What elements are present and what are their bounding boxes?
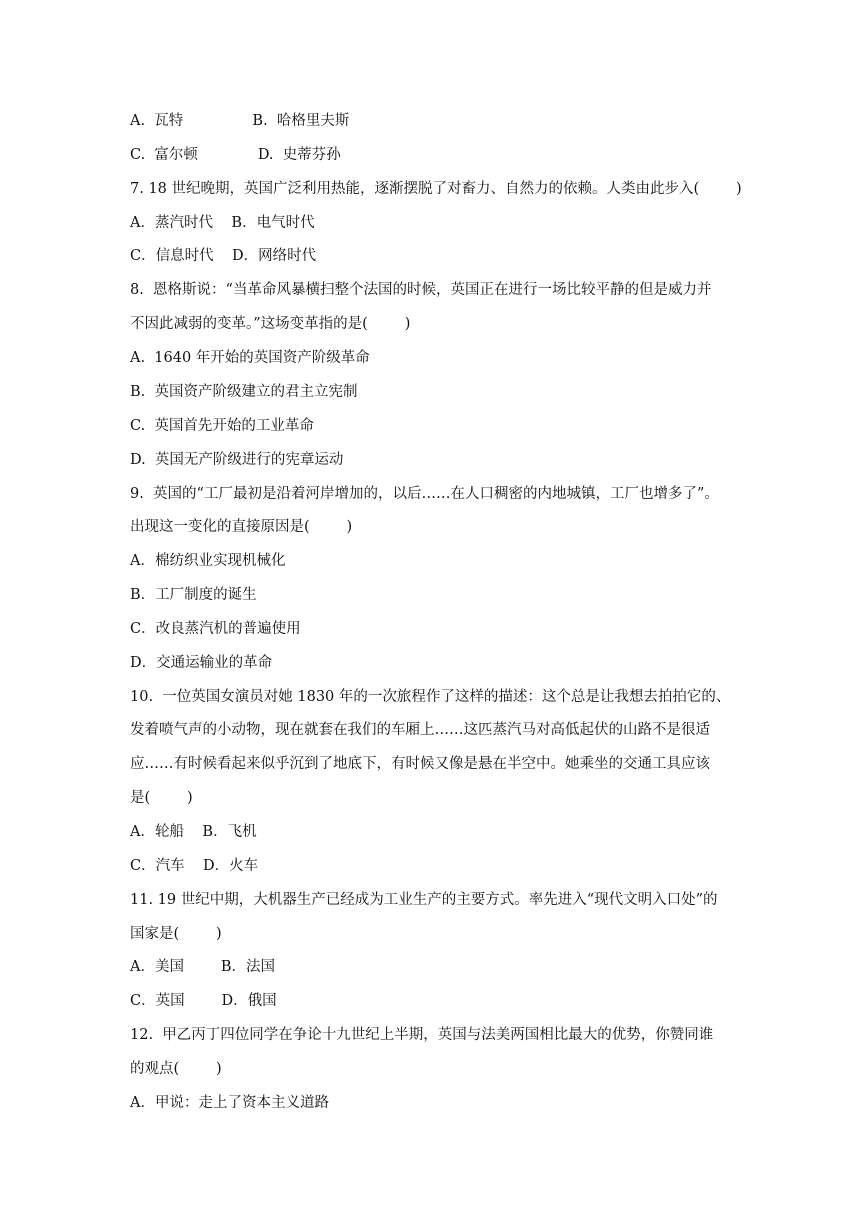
- q9-option-b: B．工厂制度的诞生: [130, 587, 257, 603]
- q9-option-c: C．改良蒸汽机的普遍使用: [130, 621, 301, 637]
- q11-options-ab: A．美国 B．法国: [130, 959, 275, 975]
- q10-stem-line1: 10. 一位英国女演员对她 1830 年的一次旅程作了这样的描述：这个总是让我想去拍拍它的、: [130, 689, 731, 705]
- q8-option-d: D. 英国无产阶级进行的宪章运动: [130, 452, 344, 468]
- q7-stem: 7. 18 世纪晚期，英国广泛利用热能，逐渐摆脱了对畜力、自然力的依赖。人类由此步入( ): [130, 181, 742, 197]
- q8-option-a: A. 1640 年开始的英国资产阶级革命: [130, 350, 370, 366]
- q6-options-cd: C. 富尔顿 D. 史蒂芬孙: [130, 147, 341, 163]
- q11-stem-line2: 国家是( ): [130, 926, 222, 942]
- q9-stem-line1: 9. 英国的“工厂最初是沿着河岸增加的，以后……在人口稠密的内地城镇，工厂也增多了”。: [130, 486, 719, 502]
- q8-stem-line1: 8. 恩格斯说：“当革命风暴横扫整个法国的时候，英国正在进行一场比较平静的但是威力并: [130, 282, 712, 298]
- q10-stem-line3: 应……有时候看起来似乎沉到了地底下，有时候又像是悬在半空中。她乘坐的交通工具应该: [130, 756, 710, 772]
- q9-stem-line2: 出现这一变化的直接原因是( ): [130, 519, 353, 535]
- q9-option-d: D．交通运输业的革命: [130, 655, 273, 671]
- q6-options-ab: A. 瓦特 B. 哈格里夫斯: [130, 113, 350, 129]
- q7-options-cd: C．信息时代 D．网络时代: [130, 248, 317, 264]
- q8-option-b: B. 英国资产阶级建立的君主立宪制: [130, 384, 358, 400]
- q9-option-a: A．棉纺织业实现机械化: [130, 553, 286, 569]
- q10-options-cd: C．汽车 D．火车: [130, 858, 259, 874]
- q8-stem-line2: 不因此减弱的变革。”这场变革指的是( ): [130, 316, 411, 332]
- q11-options-cd: C．英国 D．俄国: [130, 993, 277, 1009]
- q10-stem-line2: 发着喷气声的小动物，现在就套在我们的车厢上……这匹蒸汽马对高低起伏的山路不是很适: [130, 722, 710, 738]
- q10-stem-line4: 是( ): [130, 790, 193, 806]
- q8-option-c: C. 英国首先开始的工业革命: [130, 418, 314, 434]
- q12-stem-line2: 的观点( ): [130, 1061, 222, 1077]
- q11-stem-line1: 11. 19 世纪中期，大机器生产已经成为工业生产的主要方式。率先进入“现代文明入口处”的: [130, 892, 718, 908]
- q12-option-a: A．甲说：走上了资本主义道路: [130, 1095, 329, 1111]
- q10-options-ab: A．轮船 B．飞机: [130, 824, 257, 840]
- q7-options-ab: A．蒸汽时代 B．电气时代: [130, 215, 315, 231]
- q12-stem-line1: 12. 甲乙丙丁四位同学在争论十九世纪上半期，英国与法美两国相比最大的优势，你赞同谁: [130, 1027, 714, 1043]
